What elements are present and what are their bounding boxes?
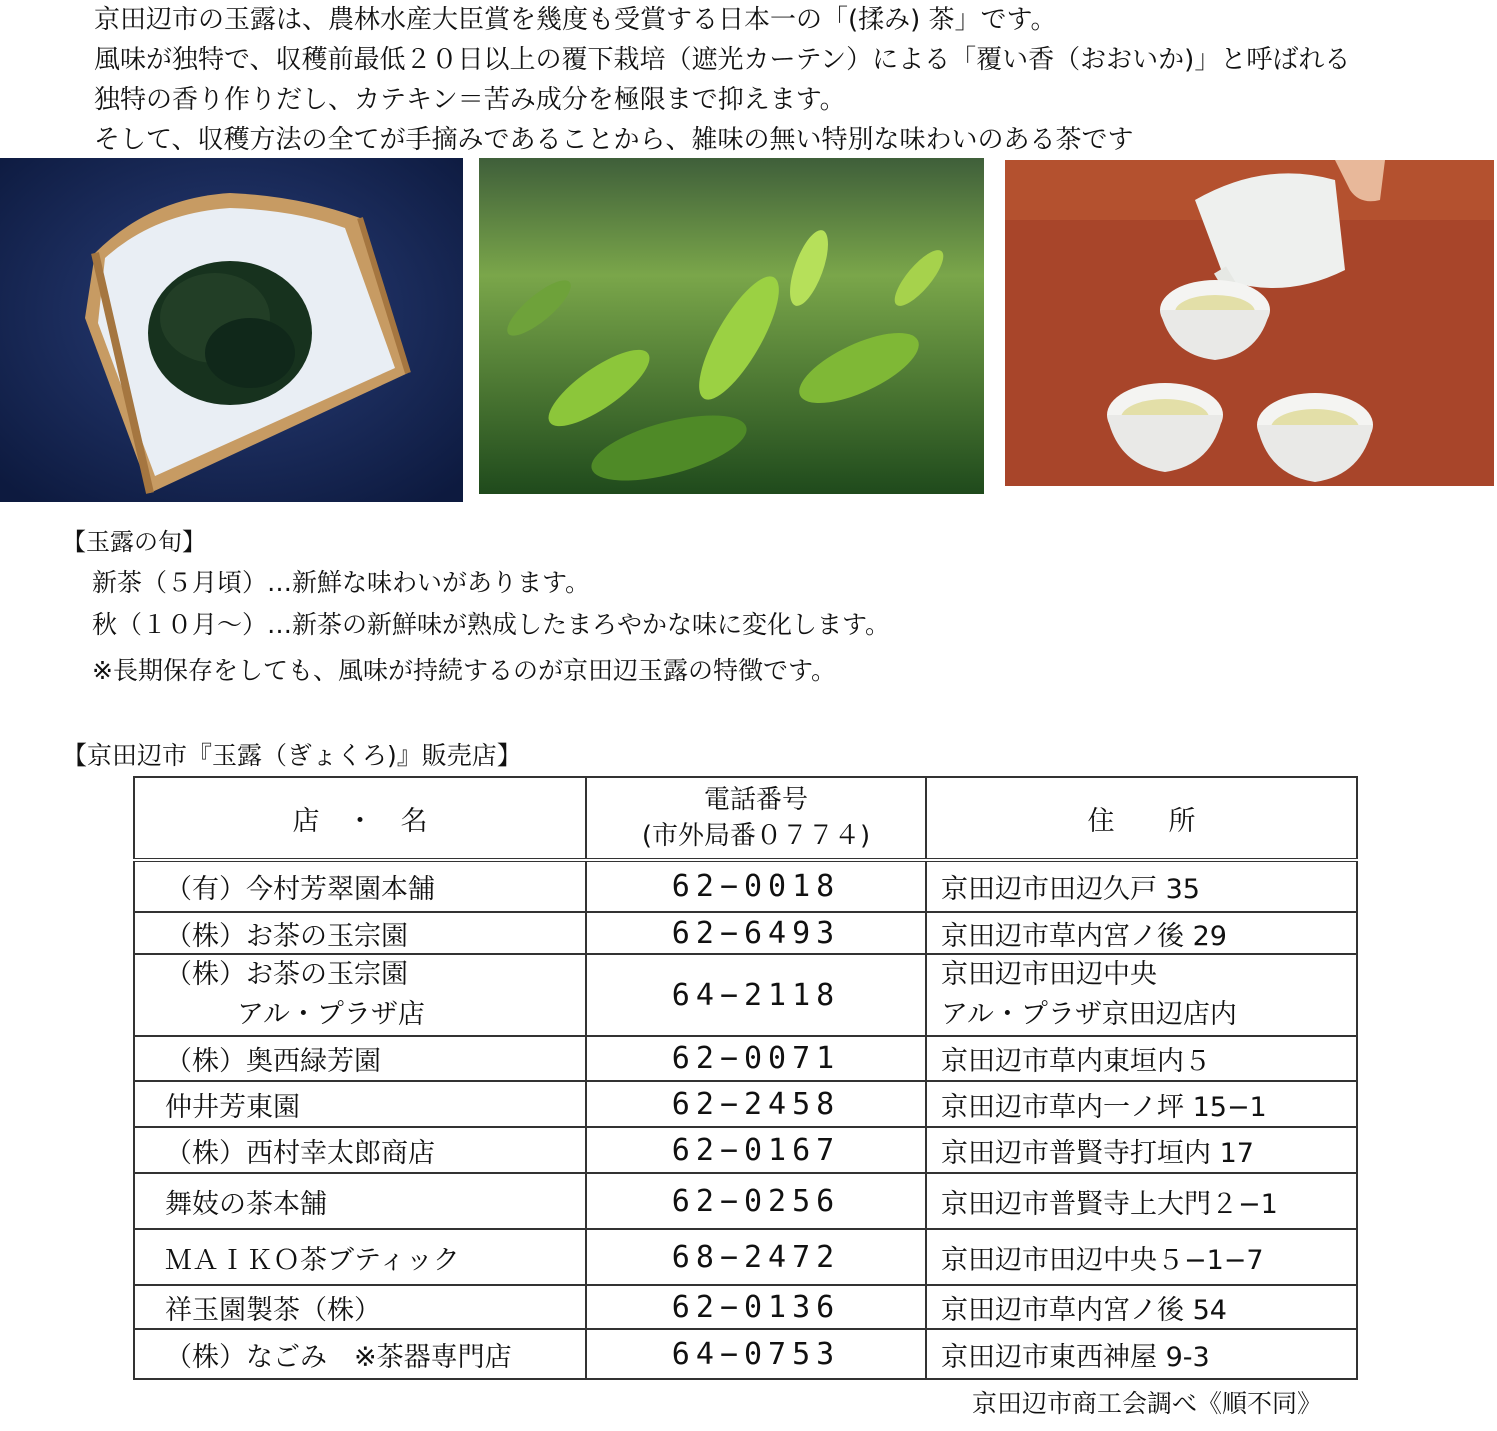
pouring-tea-photo: [1005, 160, 1494, 486]
shop-tel: 64−0753: [586, 1329, 926, 1379]
shop-name: （株）奥西緑芳園: [134, 1036, 586, 1081]
table-row: [134, 1127, 1357, 1173]
intro-line: そして、収穫方法の全てが手摘みであることから、雑味の無い特別な味わいのある茶です: [94, 125, 1134, 155]
shop-name: （株）なごみ ※茶器専門店: [134, 1329, 586, 1379]
shop-tel: 64−2118: [586, 954, 926, 1036]
season-section: [62, 522, 890, 694]
shop-tel: 62−0256: [586, 1173, 926, 1229]
source-credit: 京田辺市商工会調べ《順不同》: [972, 1389, 1323, 1418]
tea-plants-photo: [479, 158, 984, 494]
shops-title: 【京田辺市『玉露（ぎょくろ)』販売店】: [62, 741, 522, 770]
table-row: [134, 1173, 1357, 1229]
intro-line: 風味が独特で、収穫前最低２０日以上の覆下栽培（遮光カーテン）による「覆い香（おおいか)」と呼ばれる: [94, 45, 1351, 75]
shop-name: 祥玉園製茶（株）: [134, 1285, 586, 1329]
shop-address: 京田辺市田辺中央: [941, 959, 1157, 990]
season-note: ※長期保存をしても、風味が持続するのが京田辺玉露の特徴です。: [92, 656, 836, 685]
header-phone-title: 電話番号: [703, 785, 808, 815]
table-row: [134, 954, 1357, 1036]
table-row: [134, 1036, 1357, 1081]
shop-tel: 62−2458: [586, 1081, 926, 1127]
season-heading: 【玉露の旬】: [62, 528, 206, 556]
shop-name: （株）お茶の玉宗園: [165, 959, 408, 990]
shop-name: （株）お茶の玉宗園: [134, 912, 586, 954]
shop-tel: 68−2472: [586, 1229, 926, 1285]
shop-address: 京田辺市草内宮ノ後 54: [926, 1285, 1357, 1329]
header-phone-note: (市外局番０７７４): [641, 821, 871, 851]
intro-line: 京田辺市の玉露は、農林水産大臣賞を幾度も受賞する日本一の「(揉み) 茶」です。: [94, 5, 1057, 35]
intro-line: 独特の香り作りだし、カテキン＝苦み成分を極限まで抑えます。: [94, 85, 846, 115]
shop-name: （有）今村芳翠園本舗: [134, 860, 586, 912]
shop-name: 仲井芳東園: [134, 1081, 586, 1127]
shop-name: ＭＡＩＫＯ茶ブティック: [134, 1229, 586, 1285]
shop-tel: 62−0167: [586, 1127, 926, 1173]
table-row: [134, 912, 1357, 954]
shop-tel: 62−0018: [586, 860, 926, 912]
shop-address: 京田辺市田辺中央５−1−7: [926, 1229, 1357, 1285]
table-row: [134, 1329, 1357, 1379]
shop-branch: アル・プラザ店: [237, 999, 425, 1030]
shop-address: 京田辺市草内宮ノ後 29: [926, 912, 1357, 954]
tea-leaves-basket-photo: [0, 158, 463, 502]
shop-address: 京田辺市普賢寺打垣内 17: [926, 1127, 1357, 1173]
shop-name: 舞妓の茶本舗: [134, 1173, 586, 1229]
shop-tel: 62−6493: [586, 912, 926, 954]
table-header-row: [134, 777, 1357, 860]
shop-tel: 62−0071: [586, 1036, 926, 1081]
shop-address: 京田辺市東西神屋 9-3: [926, 1329, 1357, 1379]
table-row: [134, 1229, 1357, 1285]
header-name: 店 ・ 名: [134, 777, 586, 860]
shop-address: 京田辺市普賢寺上大門２−1: [926, 1173, 1357, 1229]
shop-name-cell: [134, 954, 586, 1036]
shop-address: 京田辺市草内一ノ坪 15−1: [926, 1081, 1357, 1127]
season-item: 秋（１０月～）…新茶の新鮮味が熟成したまろやかな味に変化します。: [92, 610, 891, 639]
shop-address-detail: アル・プラザ京田辺店内: [941, 999, 1237, 1030]
shop-address-cell: [926, 954, 1357, 1036]
table-row: [134, 1081, 1357, 1127]
table-row: [134, 1285, 1357, 1329]
season-item: 新茶（５月頃）…新鮮な味わいがあります。: [92, 568, 591, 597]
shop-tel: 62−0136: [586, 1285, 926, 1329]
table-row: [134, 860, 1357, 912]
header-phone: [586, 777, 926, 860]
intro-text: [94, 0, 1484, 160]
shop-address: 京田辺市草内東垣内５: [926, 1036, 1357, 1081]
header-address: 住 所: [926, 777, 1357, 860]
shops-table: [133, 776, 1358, 1380]
shop-address: 京田辺市田辺久戸 35: [926, 860, 1357, 912]
shop-name: （株）西村幸太郎商店: [134, 1127, 586, 1173]
